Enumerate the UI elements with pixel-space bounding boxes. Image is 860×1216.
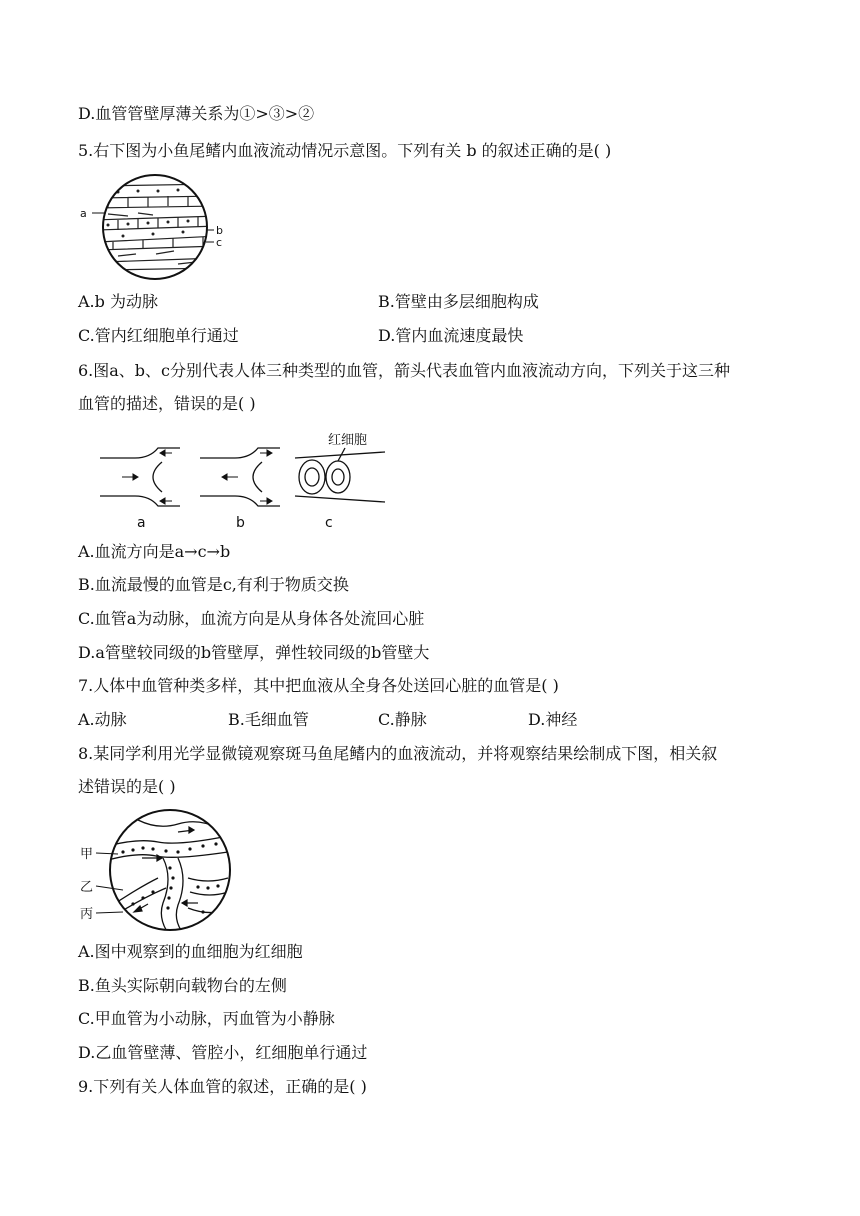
q6-option-a: A.血流方向是a→c→b (78, 542, 231, 561)
q8-option-d: D.乙血管壁薄、管腔小，红细胞单行通过 (78, 1043, 368, 1062)
q7-option-a: A.动脉 (78, 710, 127, 729)
q6-option-b: B.血流最慢的血管是c,有利于物质交换 (78, 575, 349, 594)
q6-stem-line2: 血管的描述，错误的是( ) (78, 394, 256, 413)
q8-option-c: C.甲血管为小动脉，丙血管为小静脉 (78, 1009, 335, 1028)
q8-figure-zebrafish-tail (78, 808, 238, 933)
q5-option-b: B.管壁由多层细胞构成 (378, 292, 539, 311)
q8-option-b: B.鱼头实际朝向载物台的左侧 (78, 976, 287, 995)
q6-label-c: c (325, 515, 333, 531)
q6-figure-three-vessels (100, 428, 390, 533)
q5-stem: 5.右下图为小鱼尾鳍内血液流动情况示意图。下列有关 b 的叙述正确的是( ) (78, 141, 612, 160)
q6-option-d: D.a管壁较同级的b管壁厚，弹性较同级的b管壁大 (78, 643, 430, 662)
q5-label-b: b (216, 224, 223, 237)
q8-label-bing: 丙 (80, 907, 94, 922)
q7-option-c: C.静脉 (378, 710, 427, 729)
q5-label-a: a (80, 207, 87, 220)
q6-label-a: a (137, 515, 146, 531)
q8-stem-line2: 述错误的是( ) (78, 777, 176, 796)
q6-option-c: C.血管a为动脉，血流方向是从身体各处流回心脏 (78, 609, 425, 628)
q7-option-b: B.毛细血管 (228, 710, 309, 729)
q6-stem-line1: 6.图a、b、c分别代表人体三种类型的血管，箭头代表血管内血液流动方向，下列关于这三种 (78, 361, 731, 380)
q6-label-b: b (236, 515, 245, 531)
q5-option-c: C.管内红细胞单行通过 (78, 326, 239, 345)
q8-stem-line1: 8.某同学利用光学显微镜观察斑马鱼尾鳍内的血液流动，并将观察结果绘制成下图，相关叙 (78, 744, 718, 763)
q8-label-jia: 甲 (80, 847, 94, 862)
q5-option-d: D.管内血流速度最快 (378, 326, 524, 345)
q5-figure-fish-tail-blood-flow (78, 172, 228, 282)
q5-option-a: A.b 为动脉 (78, 292, 158, 311)
q9-stem: 9.下列有关人体血管的叙述，正确的是( ) (78, 1077, 367, 1096)
q6-callout-red-cell: 红细胞 (328, 433, 368, 448)
q5-label-c: c (216, 236, 223, 249)
q7-stem: 7.人体中血管种类多样，其中把血液从全身各处送回心脏的血管是( ) (78, 676, 559, 695)
q4-option-d: D.血管管壁厚薄关系为①>③>② (78, 104, 315, 123)
q8-label-yi: 乙 (80, 880, 94, 895)
q7-option-d: D.神经 (528, 710, 578, 729)
q8-option-a: A.图中观察到的血细胞为红细胞 (78, 942, 303, 961)
